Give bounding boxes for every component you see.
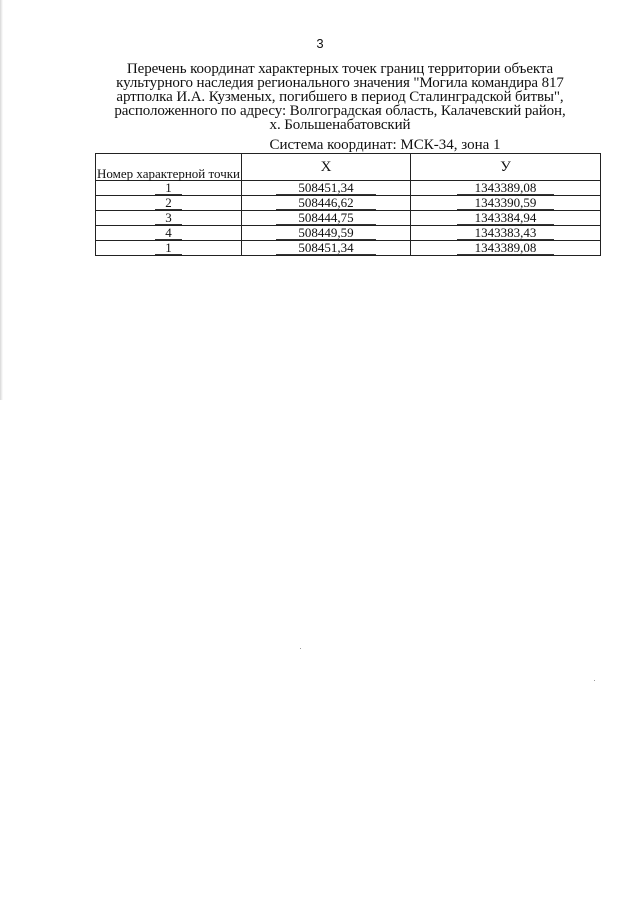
cell-point — [96, 181, 242, 196]
cell-point — [96, 211, 242, 226]
cell-x — [242, 181, 411, 196]
cell-x — [242, 241, 411, 256]
coordinates-table — [95, 153, 601, 256]
header-y: У — [411, 154, 601, 181]
table-header-row — [96, 154, 601, 181]
x-value: 508446,62 — [276, 197, 375, 210]
cell-point — [96, 241, 242, 256]
y-value: 1343384,94 — [457, 212, 555, 225]
title-line: культурного наследия регионального значения "Могила командира 817 — [116, 75, 564, 91]
point-value: 4 — [155, 227, 182, 240]
title-line: х. Большенабатовский — [269, 117, 411, 133]
title-line: Перечень координат характерных точек границ территории объекта — [126, 61, 554, 77]
coordinate-system-caption: Система координат: МСК-34, зона 1 — [269, 137, 501, 153]
cell-y — [411, 211, 601, 226]
y-value: 1343383,43 — [457, 227, 555, 240]
y-value: 1343390,59 — [457, 197, 555, 210]
scan-edge — [0, 0, 3, 400]
cell-x — [242, 211, 411, 226]
cell-point — [96, 196, 242, 211]
table-row — [96, 211, 601, 226]
cell-point — [96, 226, 242, 241]
scan-speck — [594, 680, 595, 681]
table-row — [96, 196, 601, 211]
cell-y — [411, 241, 601, 256]
cell-x — [242, 226, 411, 241]
y-value: 1343389,08 — [457, 182, 555, 195]
table-row — [96, 181, 601, 196]
title-line: расположенного по адресу: Волгоградская область, Калачевский район, — [114, 103, 566, 119]
page-number: 3 — [316, 36, 324, 51]
point-value: 3 — [155, 212, 182, 225]
x-value: 508451,34 — [276, 242, 375, 255]
header-point-number: Номер характерной точки — [96, 154, 242, 181]
point-value: 1 — [155, 242, 182, 255]
point-value: 2 — [155, 197, 182, 210]
cell-x — [242, 196, 411, 211]
x-value: 508444,75 — [276, 212, 375, 225]
document-title — [100, 62, 580, 132]
table-row — [96, 241, 601, 256]
title-line: артполка И.А. Кузменых, погибшего в период Сталинградской битвы", — [116, 89, 564, 105]
cell-y — [411, 181, 601, 196]
cell-y — [411, 196, 601, 211]
point-value: 1 — [155, 182, 182, 195]
y-value: 1343389,08 — [457, 242, 555, 255]
x-value: 508451,34 — [276, 182, 375, 195]
table-row — [96, 226, 601, 241]
x-value: 508449,59 — [276, 227, 375, 240]
scan-speck — [300, 648, 301, 649]
header-x: Х — [242, 154, 411, 181]
cell-y — [411, 226, 601, 241]
